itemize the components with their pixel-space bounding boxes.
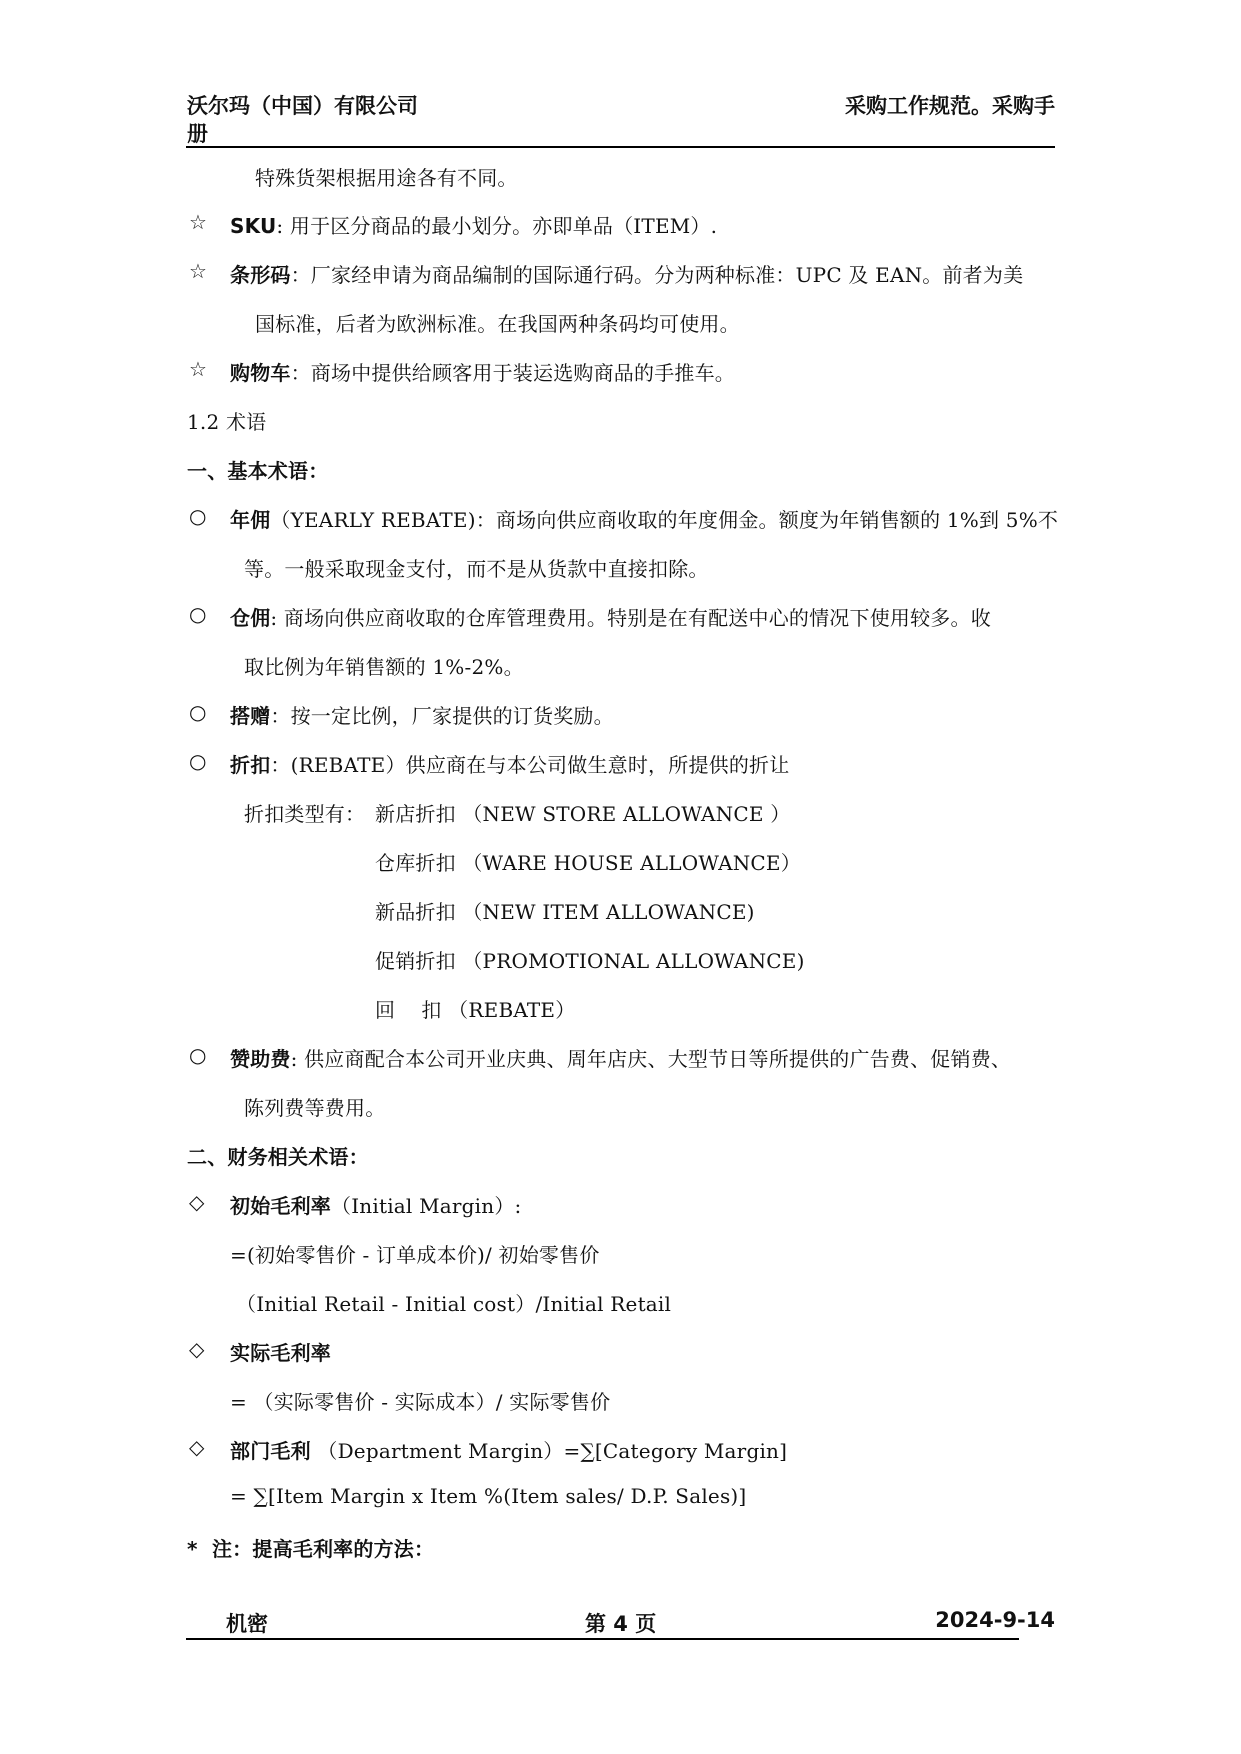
star-icon: ☆ [189,259,207,283]
initial-margin-formula-cn: =(初始零售价 - 订单成本价)/ 初始零售价 [230,1243,600,1267]
cart-text: ：商场中提供给顾客用于装运选购商品的手推车。 [290,361,736,385]
shelf-text: 特殊货架根据用途各有不同。 [255,166,518,190]
section-finance-terms: 二、财务相关术语： [187,1145,369,1169]
sku-entry [230,210,717,239]
sku-text: : 用于区分商品的最小划分。亦即单品（ITEM）. [276,214,718,238]
gift-entry [230,700,614,729]
section-basic-terms: 一、基本术语： [187,459,329,483]
star-icon: ☆ [189,210,207,234]
initial-margin-term: 初始毛利率 [230,1194,331,1218]
cart-entry [230,357,735,386]
diamond-icon: ◇ [189,1435,205,1459]
rebate-term: 折扣 [230,753,271,777]
initial-margin-entry [230,1190,521,1219]
warehouse-text: : 商场向供应商收取的仓库管理费用。特别是在有配送中心的情况下使用较多。收 [270,606,991,630]
document-title: 采购工作规范。采购手 [845,94,1055,118]
yearly-text: （YEARLY REBATE)：商场向供应商收取的年度佣金。额度为年销售额的 1%到 5%不 [270,508,1059,532]
sponsor-text-2: 陈列费等费用。 [244,1096,386,1120]
rebate-type-item: 新品折扣 （NEW ITEM ALLOWANCE) [375,900,755,924]
circle-icon: ○ [189,1043,207,1067]
circle-icon: ○ [189,602,207,626]
rebate-type-item: 促销折扣 （PROMOTIONAL ALLOWANCE) [375,949,805,973]
header-rule [186,146,1055,148]
yearly-entry [230,504,1058,533]
gift-text: ：按一定比例，厂家提供的订货奖励。 [270,704,614,728]
footer-rule [186,1638,1019,1640]
diamond-icon: ◇ [189,1337,205,1361]
department-margin-entry [230,1435,787,1464]
department-margin-text: （Department Margin）=∑[Category Margin] [310,1439,788,1463]
department-margin-formula: = ∑[Item Margin x Item %(Item sales/ D.P. Sales)] [230,1484,747,1508]
warehouse-entry [230,602,991,631]
sponsor-term: 赞助费 [230,1047,291,1071]
actual-margin-formula: = （实际零售价 - 实际成本）/ 实际零售价 [230,1390,611,1414]
rebate-text: ：(REBATE）供应商在与本公司做生意时，所提供的折让 [270,753,790,777]
rebate-type-item: 回 扣 （REBATE） [375,998,576,1022]
footer-page-number: 第 4 页 [585,1612,657,1636]
department-margin-term: 部门毛利 [230,1439,311,1463]
diamond-icon: ◇ [189,1190,205,1214]
barcode-entry [230,259,1023,288]
rebate-types-label: 折扣类型有： [244,802,366,826]
initial-margin-text: （Initial Margin）: [331,1194,522,1218]
sku-term: SKU [230,214,277,238]
sponsor-text: : 供应商配合本公司开业庆典、周年店庆、大型节日等所提供的广告费、促销费、 [290,1047,1012,1071]
circle-icon: ○ [189,504,207,528]
barcode-text-2: 国标准，后者为欧洲标准。在我国两种条码均可使用。 [255,312,740,336]
star-icon: ☆ [189,357,207,381]
yearly-text-2: 等。一般采取现金支付，而不是从货款中直接扣除。 [244,557,709,581]
footer-confidential: 机密 [226,1612,268,1636]
sponsor-entry [230,1043,1011,1072]
rebate-type-item: 仓库折扣 （WARE HOUSE ALLOWANCE） [375,851,801,875]
gift-term: 搭赠 [230,704,271,728]
rebate-type-item: 新店折扣 （NEW STORE ALLOWANCE ） [375,802,791,826]
initial-margin-formula-en: （Initial Retail - Initial cost）/Initial Retail [236,1292,672,1316]
yearly-term: 年佣 [230,508,271,532]
rebate-entry [230,749,789,778]
actual-margin-term: 实际毛利率 [230,1341,331,1365]
company-name-continued: 册 [187,122,208,146]
section-1-2: 1.2 术语 [187,410,267,434]
footer-date: 2024-9-14 [935,1608,1055,1632]
warehouse-text-2: 取比例为年销售额的 1%-2%。 [244,655,524,679]
note-margin-methods: * 注：提高毛利率的方法： [187,1537,435,1561]
barcode-text: ：厂家经申请为商品编制的国际通行码。分为两种标准：UPC 及 EAN。前者为美 [290,263,1024,287]
circle-icon: ○ [189,749,207,773]
warehouse-term: 仓佣 [230,606,271,630]
company-name: 沃尔玛（中国）有限公司 [187,94,418,118]
circle-icon: ○ [189,700,207,724]
barcode-term: 条形码 [230,263,291,287]
cart-term: 购物车 [230,361,291,385]
